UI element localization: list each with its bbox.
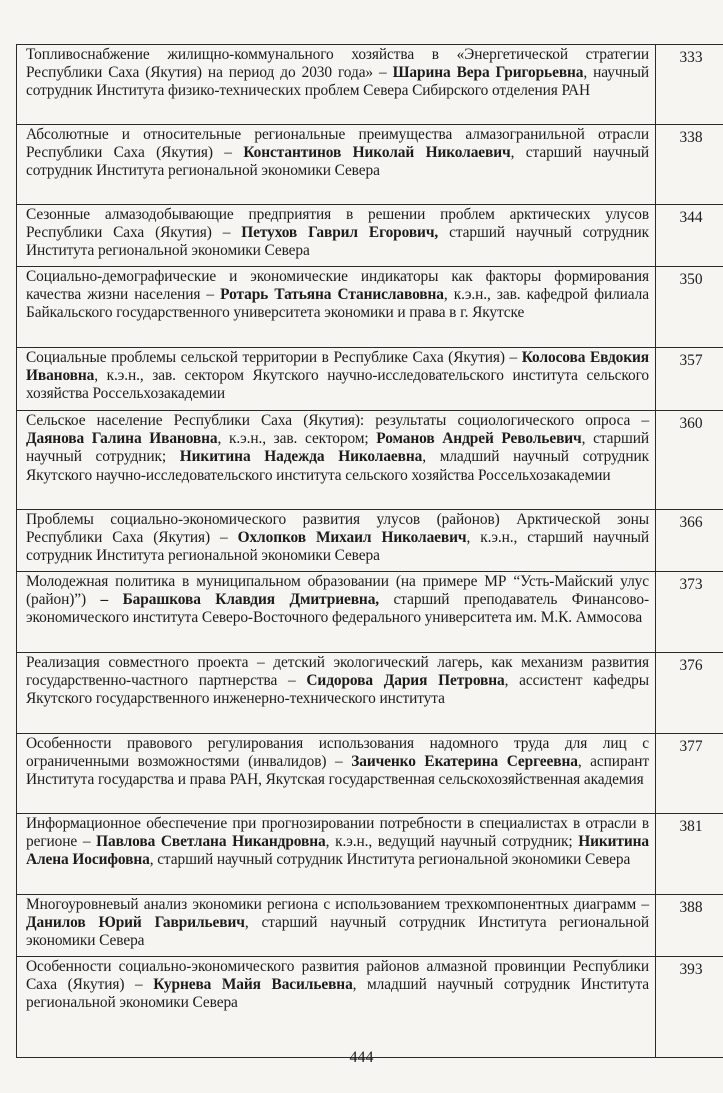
toc-row [17, 348, 723, 411]
author-name: – Барашкова Клавдия Дмитриевна, [100, 591, 380, 609]
toc-row [17, 510, 723, 572]
author-affiliation: , к.э.н., зав. кафедрой филиала Байкальского государственного университета экономики и права в г. Якутске [26, 286, 649, 322]
page-ref: 338 [656, 125, 723, 205]
author-name: Колосова Евдокия Ивановна [26, 349, 649, 385]
author-affiliation: , к.э.н., зав. сектором Якутского научно-исследовательского института сельского хозяйства Россельхозакадемии [26, 367, 649, 403]
author-role: , к.э.н., зав. сектором; [217, 430, 377, 448]
author-affiliation: старший преподаватель Финансово-экономического института Северо-Восточного федерального университета им. М.К. Аммосова [26, 591, 649, 627]
entry-title: Особенности социально-экономического развития районов алмазной провинции Республики Саха (Якутия) – [26, 958, 649, 994]
author-affiliation: , младший научный сотрудник Якутского научно-исследовательского института сельского хозяйства Россельхозакадемии [26, 448, 649, 484]
entry-title: Социальные проблемы сельской территории в Республике Саха (Якутия) – [26, 349, 522, 366]
toc-row [17, 45, 723, 125]
author-affiliation: , к.э.н., старший научный сотрудник Института региональной экономики Севера [26, 529, 650, 565]
entry-description [17, 957, 656, 1058]
page-number: 444 [349, 1049, 374, 1066]
entry-title: Сезонные алмазодобывающие предприятия в решении проблем арктических улусов Республики Саха (Якутия) – [26, 206, 649, 242]
entry-title: Топливоснабжение жилищно-коммунального хозяйства в «Энергетической стратегии Республики Саха (Якутия) на период до 2030 года» – [26, 46, 649, 82]
author-name: Ротарь Татьяна Станиславовна [220, 286, 444, 304]
author-name: Никитина Алена Иосифовна [26, 833, 649, 869]
page-ref: 333 [656, 45, 723, 125]
author-name: Заиченко Екатерина Сергеевна [351, 753, 578, 771]
toc-row [17, 267, 723, 348]
page-ref: 360 [656, 411, 723, 510]
toc-row [17, 653, 723, 734]
contents-table [16, 44, 723, 1058]
entry-description [17, 895, 656, 957]
author-name: Даянова Галина Ивановна [26, 430, 218, 448]
entry-title: Многоуровневый анализ экономики региона с использованием трехкомпонентных диаграмм – [26, 896, 649, 913]
entry-title: Социально-демографические и экономические индикаторы как факторы формирования качества жизни населения – [26, 268, 649, 304]
author-affiliation: , старший научный сотрудник Института региональной экономики Севера [26, 914, 649, 950]
author-name: Шарина Вера Григорьевна [392, 64, 584, 82]
toc-row [17, 957, 723, 1058]
page-ref: 366 [656, 510, 723, 572]
author-name: Сидорова Дария Петровна [306, 672, 505, 690]
entry-description [17, 814, 656, 895]
toc-row [17, 734, 723, 814]
entry-title: Молодежная политика в муниципальном образовании (на примере МР “Усть-Майский улус (район)”) [26, 573, 649, 609]
toc-row [17, 411, 723, 510]
author-name: Никитина Надежда Николаевна [179, 448, 423, 466]
entry-description [17, 205, 656, 267]
page-ref: 388 [656, 895, 723, 957]
page-ref: 373 [656, 572, 723, 653]
toc-row [17, 125, 723, 205]
entry-description [17, 45, 656, 125]
page-ref: 377 [656, 734, 723, 814]
entry-description [17, 348, 656, 411]
page-ref: 393 [656, 957, 723, 1058]
author-name: Петухов Гаврил Егорович, [241, 224, 439, 242]
page-ref: 376 [656, 653, 723, 734]
author-affiliation: , старший научный сотрудник Института региональной экономики Севера [26, 144, 649, 180]
author-affiliation: , старший научный сотрудник Института региональной экономики Севера [149, 851, 631, 869]
toc-row [17, 814, 723, 895]
author-role: , к.э.н., ведущий научный сотрудник; [325, 833, 579, 851]
author-name: Охлопков Михаил Николаевич [237, 529, 467, 547]
author-role: , старший научный сотрудник; [26, 430, 649, 466]
entry-description [17, 734, 656, 814]
author-affiliation: , младший научный сотрудник Института региональной экономики Севера [26, 976, 650, 1012]
author-name: Павлова Светлана Никандровна [96, 833, 326, 851]
entry-description [17, 653, 656, 734]
author-affiliation: старший научный сотрудник Института региональной экономики Севера [26, 224, 650, 260]
page-ref: 350 [656, 267, 723, 348]
author-affiliation: , аспирант Института государства и права РАН, Якутская государственная сельскохозяйственная академия [26, 753, 649, 789]
page-ref: 381 [656, 814, 723, 895]
entry-description [17, 572, 656, 653]
entry-title: Проблемы социально-экономического развития улусов (районов) Арктической зоны Республики Саха (Якутия) – [26, 511, 649, 547]
entry-description [17, 510, 656, 572]
author-affiliation: , научный сотрудник Института физико-технических проблем Севера Сибирского отделения РАН [26, 64, 649, 100]
entry-description [17, 411, 656, 510]
page-ref: 344 [656, 205, 723, 267]
entry-title: Информационное обеспечение при прогнозировании потребности в специалистах в отрасли в регионе – [26, 815, 649, 851]
author-name: Данилов Юрий Гаврильевич [26, 914, 245, 932]
toc-row [17, 895, 723, 957]
entry-description [17, 267, 656, 348]
author-name: Курнева Майя Васильевна [153, 976, 353, 994]
page-ref: 357 [656, 348, 723, 411]
entry-title: Абсолютные и относительные региональные преимущества алмазогранильной отрасли Республики Саха (Якутия) – [26, 126, 649, 162]
entry-title: Реализация совместного проекта – детский экологический лагерь, как механизм развития государственно-частного партнерства – [26, 654, 649, 690]
entry-title: Особенности правового регулирования использования надомного труда для лиц с ограниченными возможностями (инвалидов) – [26, 735, 649, 771]
author-name: Романов Андрей Револьевич [376, 430, 582, 448]
toc-row [17, 572, 723, 653]
entry-title: Сельское население Республики Саха (Якутия): результаты социологического опроса – [26, 412, 649, 429]
toc-row [17, 205, 723, 267]
entry-description [17, 125, 656, 205]
author-name: Константинов Николай Николаевич [243, 144, 511, 162]
author-affiliation: , ассистент кафедры Якутского государственного инженерно-технического института [26, 672, 650, 708]
